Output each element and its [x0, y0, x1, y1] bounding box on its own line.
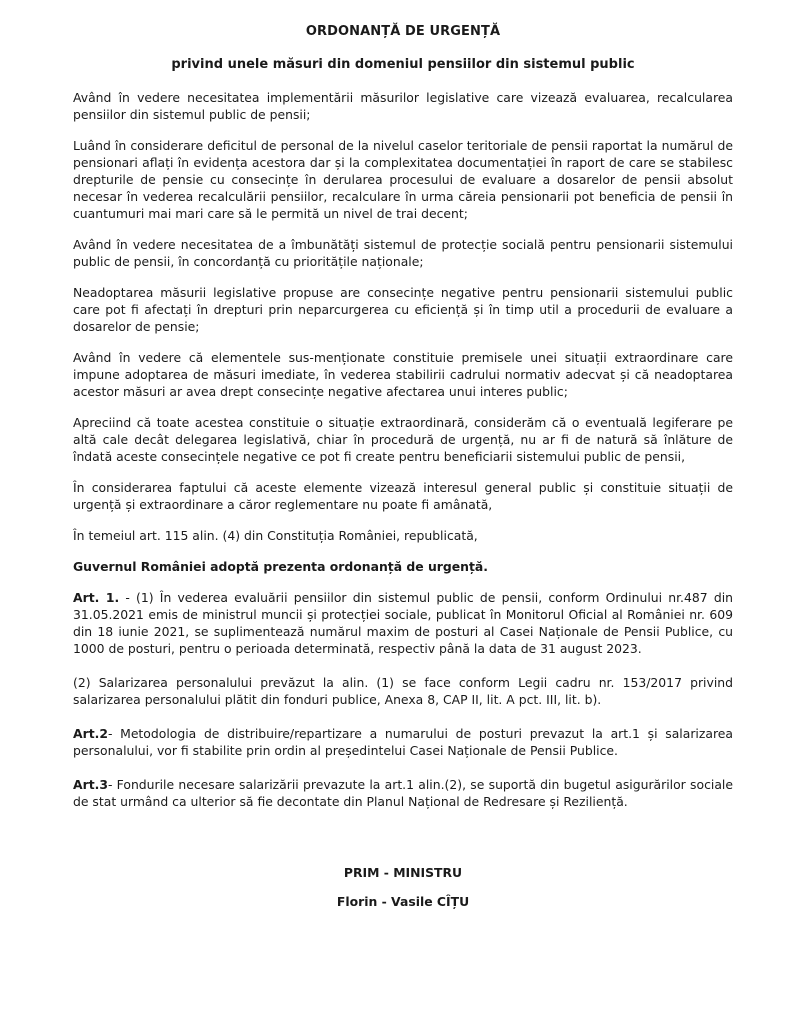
article-2: [73, 725, 733, 759]
document-page: [73, 22, 733, 910]
document-title: ORDONANȚĂ DE URGENȚĂ: [305, 24, 501, 39]
preamble-paragraph: Având în vedere că elementele sus-menționate constituie premisele unei situații extraordinare care impune adoptarea de măsuri imediate, în vederea stabilirii cadrului normativ adecvat și că neadoptarea acestor măsuri ar avea drept consecințe negative afectarea unui interes public;: [73, 350, 733, 399]
article-1-label: Art. 1.: [73, 590, 120, 605]
article-3-label: Art.3: [73, 777, 108, 792]
legal-basis-paragraph: În temeiul art. 115 alin. (4) din Constituția României, republicată,: [73, 528, 478, 543]
preamble-paragraph: În considerarea faptului că aceste elemente vizează interesul general public și constituie situații de urgență și extraordinare a căror reglementare nu poate fi amânată,: [73, 480, 733, 512]
article-1-paragraph-2: (2) Salarizarea personalului prevăzut la alin. (1) se face conform Legii cadru nr. 153/2017 privind salarizarea personalului plătit din fonduri publice, Anexa 8, CAP II, lit. A pct. III, lit. b).: [73, 675, 733, 707]
preamble-paragraph: Neadoptarea măsurii legislative propuse are consecințe negative pentru pensionarii sistemului public care pot fi afectați în drepturi prin neparcurgerea cu eficiență și în timp util a procedurii de evaluare a dosarelor de pensie;: [73, 285, 733, 334]
article-1-text: - (1) În vederea evaluării pensiilor din sistemul public de pensii, conform Ordinului nr.487 din 31.05.2021 emis de ministrul muncii și protecției sociale, publicat în Monitorul Oficial al României nr. 609 din 18 iunie 2021, se suplimentează numărul maxim de posturi al Casei Naționale de Pensii Publice, cu 1000 de posturi, pentru o perioada determinată, respectiv până la data de 31 august 2023.: [73, 590, 733, 656]
preamble-paragraph: Având în vedere necesitatea de a îmbunătăți sistemul de protecție socială pentru pensionarii sistemului public de pensii, în concordanță cu prioritățile naționale;: [73, 237, 733, 269]
article-3: [73, 776, 733, 810]
signatory-name: Florin - Vasile CÎȚU: [336, 894, 470, 909]
article-3-text: - Fondurile necesare salarizării prevazute la art.1 alin.(2), se suportă din bugetul asigurărilor sociale de stat urmând ca ulterior să fie decontate din Planul Național de Redresare și Reziliență.: [73, 777, 733, 809]
preamble-paragraph: Luând în considerare deficitul de personal de la nivelul caselor teritoriale de pensii raportat la numărul de pensionari aflați în evidența acestora dar și la complexitatea documentației în raport de care se stabilesc drepturile de pensie cu consecințe în derularea procesului de evaluare a dosarelor de pensii absolut necesar în vederea recalculării pensiilor, recalculare în urma căreia pensionarii pot beneficia de pensii în cuantumuri mai mari care să le permită un nivel de trai decent;: [73, 138, 733, 221]
signatory-role: PRIM - MINISTRU: [343, 865, 463, 880]
article-2-text: - Metodologia de distribuire/repartizare a numarului de posturi prevazut la art.1 și salarizarea personalului, vor fi stabilite prin ordin al președintelui Casei Naționale de Pensii Publice.: [73, 726, 733, 758]
adoption-statement: Guvernul României adoptă prezenta ordonanță de urgență.: [73, 559, 488, 574]
preamble-paragraph: Apreciind că toate acestea constituie o situație extraordinară, considerăm că o eventuală legiferare pe altă cale decât delegarea legislativă, chiar în procedură de urgență, nu ar fi de natură să înlăture de îndată aceste consecințele negative ce pot fi create pentru beneficiarii sistemului public de pensii,: [73, 415, 733, 464]
article-2-label: Art.2: [73, 726, 108, 741]
article-1: [73, 589, 733, 657]
document-subtitle: privind unele măsuri din domeniul pensiilor din sistemul public: [171, 57, 635, 72]
preamble-paragraph: Având în vedere necesitatea implementării măsurilor legislative care vizează evaluarea, recalcularea pensiilor din sistemul public de pensii;: [73, 90, 733, 122]
